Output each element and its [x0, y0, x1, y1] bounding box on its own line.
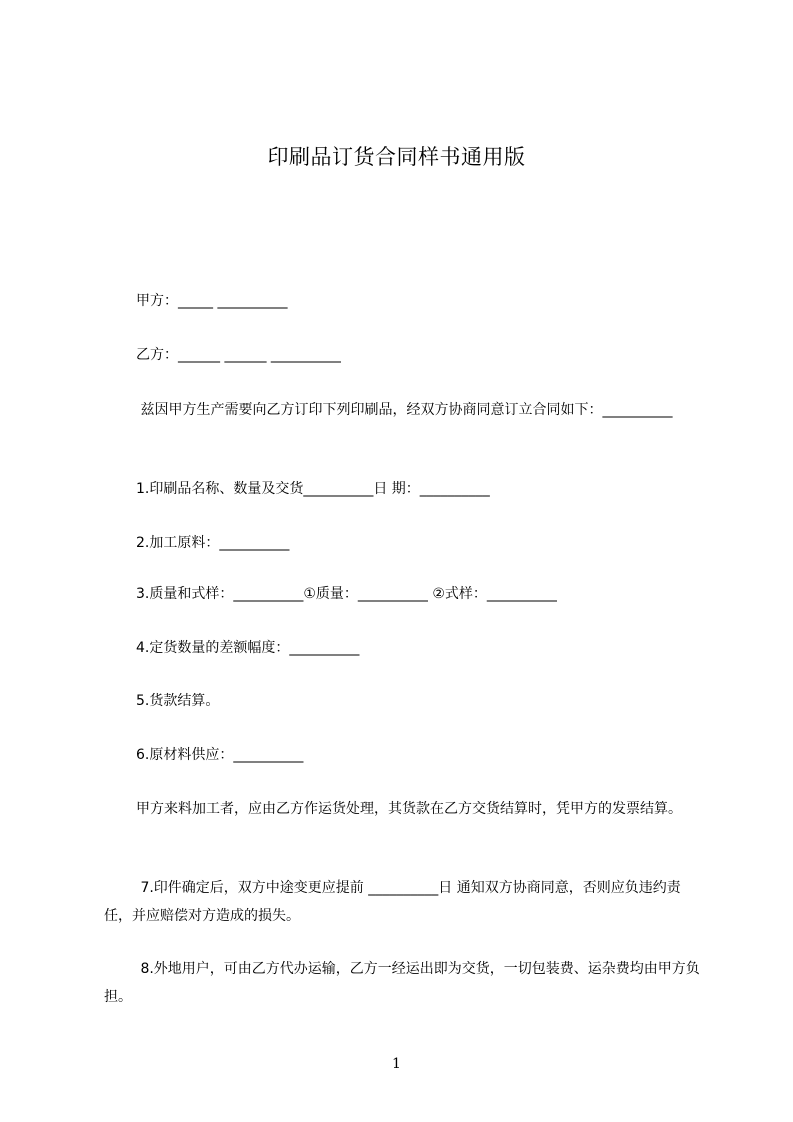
clause-2: 2.加工原料：__________ [136, 535, 290, 551]
clause-4: 4.定货数量的差额幅度：__________ [136, 640, 360, 656]
clause-6: 6.原材料供应：__________ [136, 747, 304, 763]
party-b-line: 乙方：______ ______ __________ [136, 347, 341, 363]
intro-paragraph: 兹因甲方生产需要向乙方订印下列印刷品，经双方协商同意订立合同如下：__________ [136, 402, 673, 418]
clause-1: 1.印刷品名称、数量及交货__________日 期：__________ [136, 481, 490, 497]
party-a-line: 甲方：_____ __________ [136, 293, 288, 309]
clause-7: 7.印件确定后，双方中途变更应提前 __________日 通知双方协商同意，否则应负违约责任，并应赔偿对方造成的损失。 [104, 880, 681, 924]
material-paragraph: 甲方来料加工者，应由乙方作运货处理，其货款在乙方交货结算时，凭甲方的发票结算。 [136, 801, 682, 817]
clause-5: 5.货款结算。 [136, 693, 220, 709]
clause-3: 3.质量和式样：__________①质量：__________ ②式样：__________ [136, 586, 557, 602]
page-number: 1 [392, 1056, 401, 1072]
document-title: 印刷品订货合同样书通用版 [267, 145, 526, 169]
clause-8: 8.外地用户，可由乙方代办运输，乙方一经运出即为交货，一切包装费、运杂费均由甲方负担。 [104, 961, 700, 1005]
